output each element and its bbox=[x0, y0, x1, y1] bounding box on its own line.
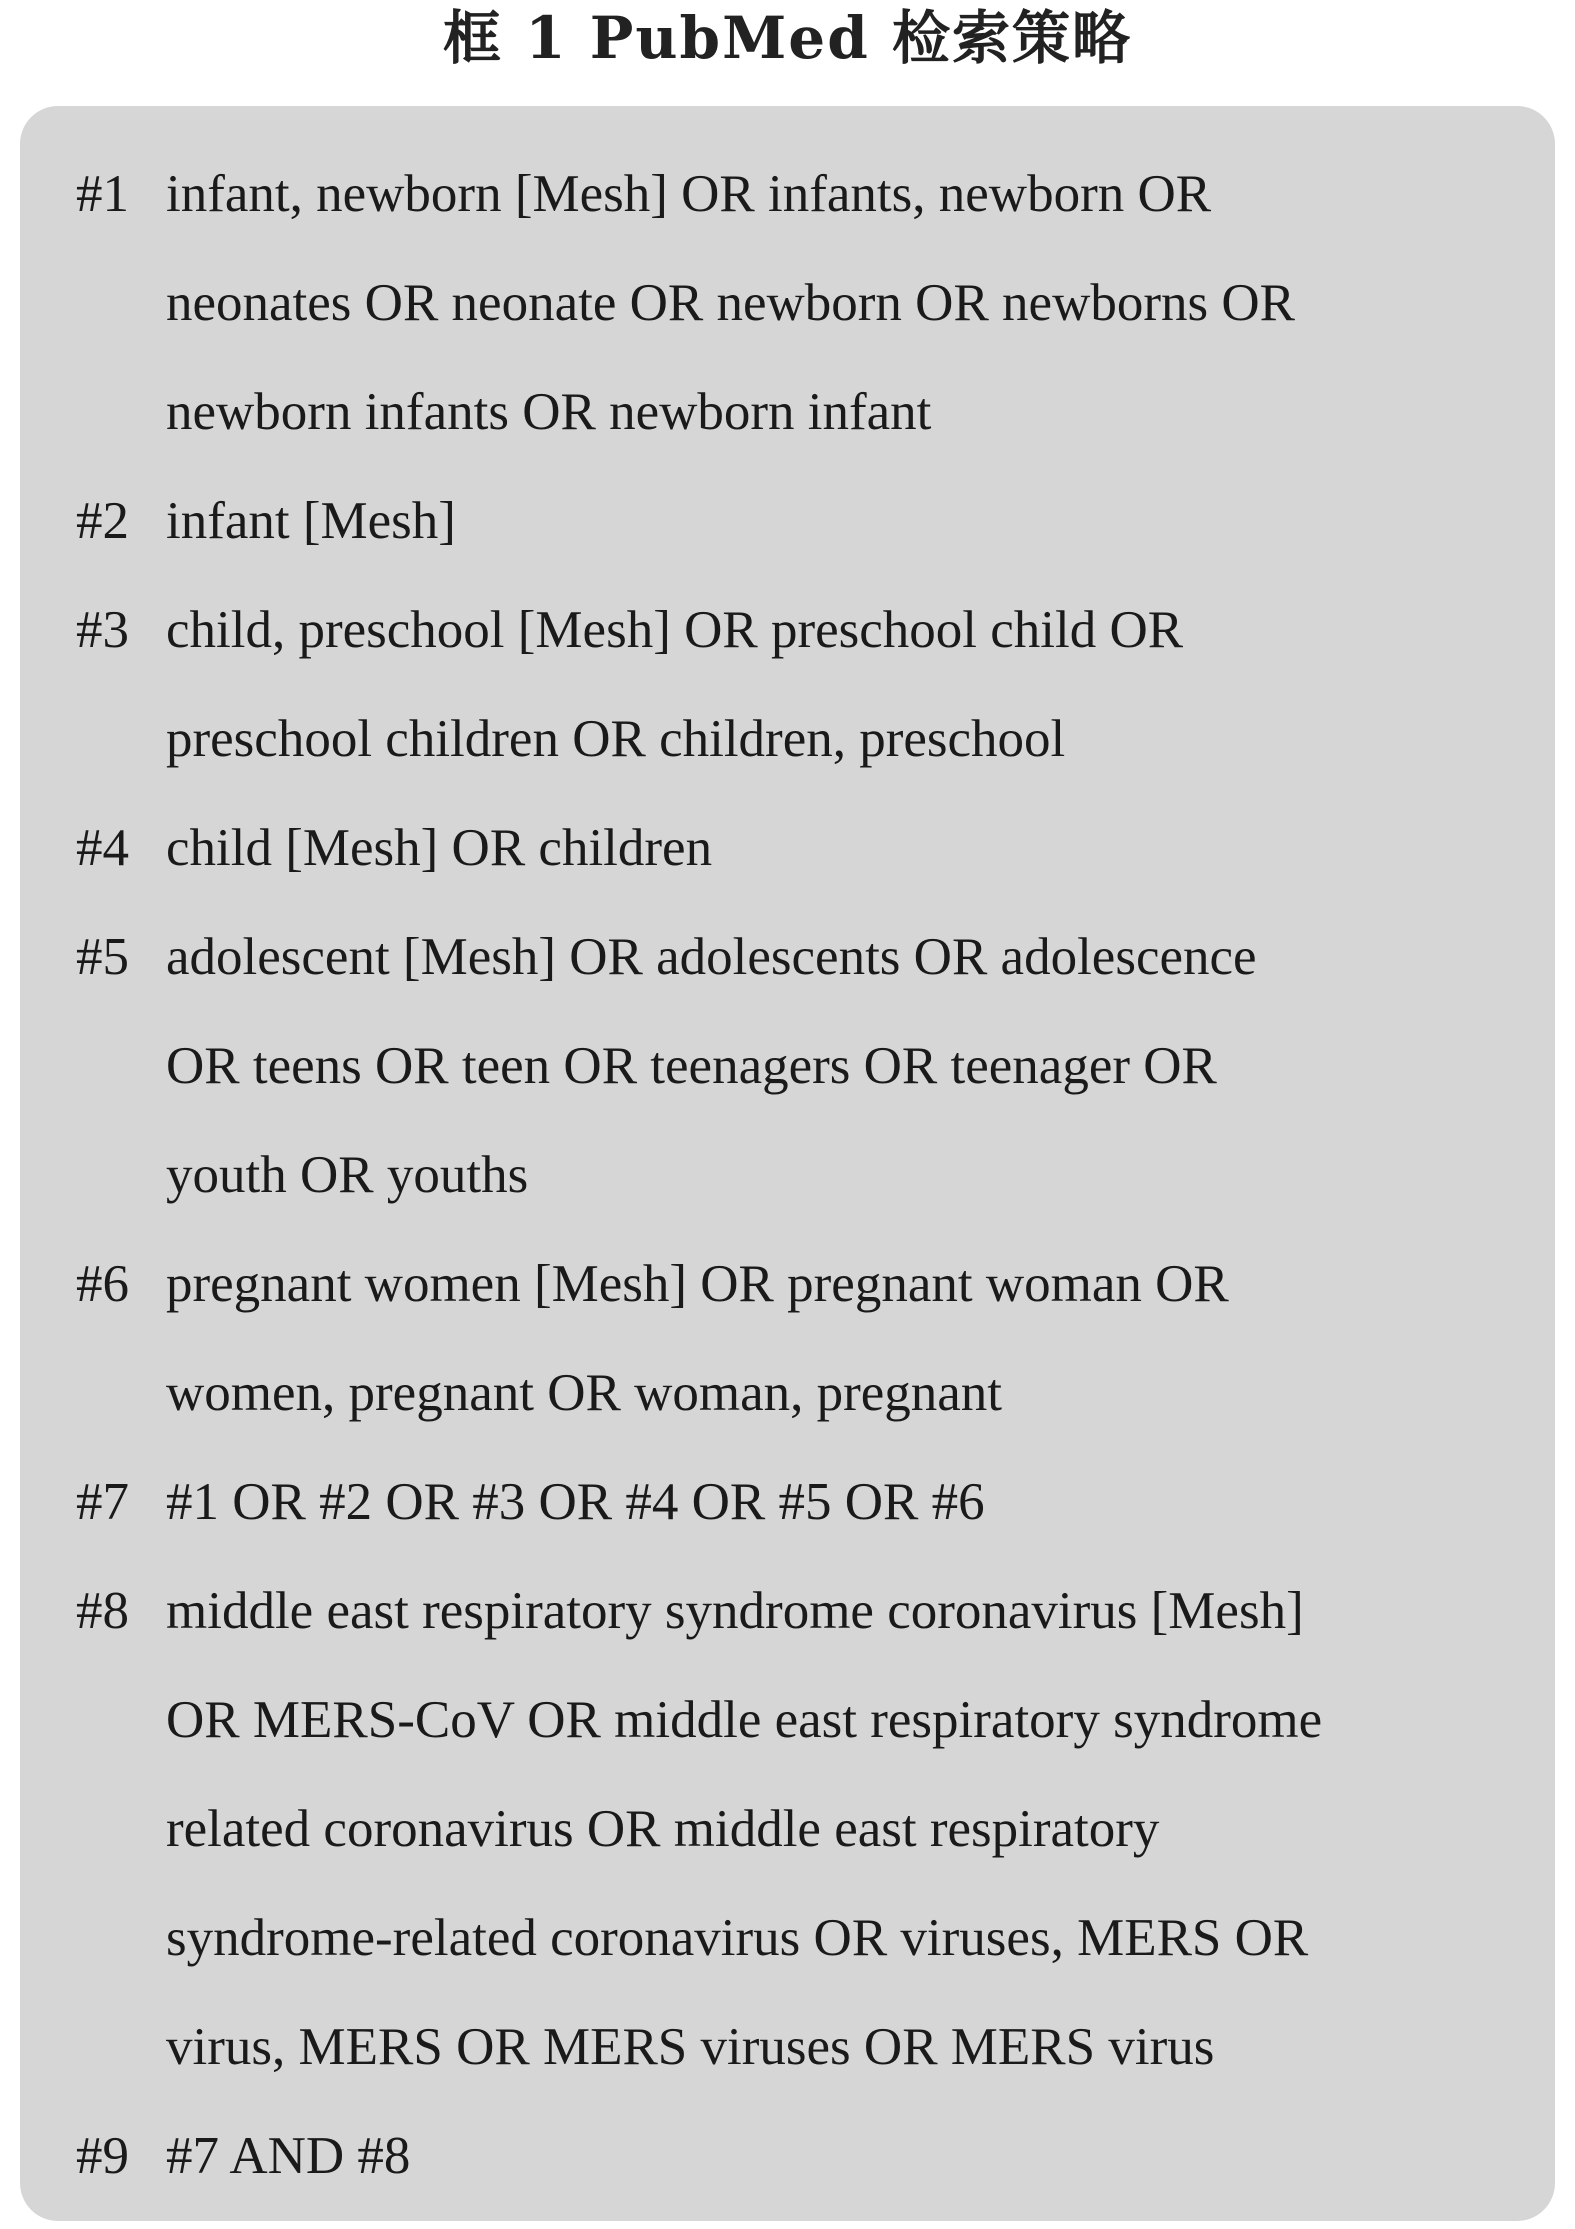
search-step-5 bbox=[76, 903, 1555, 1230]
step-query bbox=[166, 1557, 1506, 2102]
step-number: #7 bbox=[76, 1473, 129, 1531]
query-line: #1 OR #2 OR #3 OR #4 OR #5 OR #6 bbox=[166, 1473, 985, 1531]
step-number: #5 bbox=[76, 928, 129, 986]
search-step-8 bbox=[76, 1557, 1555, 2102]
step-number: #3 bbox=[76, 601, 129, 659]
step-number: #2 bbox=[76, 492, 129, 550]
box-title-name: PubMed bbox=[589, 4, 870, 72]
query-line: newborn infants OR newborn infant bbox=[166, 383, 932, 441]
box-title-space-1 bbox=[568, 4, 590, 72]
box-title-prefix: 框 1 bbox=[443, 4, 568, 72]
box-title-space-2 bbox=[870, 4, 892, 72]
query-line: preschool children OR children, preschool bbox=[166, 710, 1066, 768]
query-line: youth OR youths bbox=[166, 1146, 529, 1204]
search-step-3 bbox=[76, 576, 1555, 794]
step-query bbox=[166, 1448, 1506, 1557]
query-line: neonates OR neonate OR newborn OR newborns OR bbox=[166, 274, 1295, 332]
step-query bbox=[166, 576, 1506, 794]
query-line: women, pregnant OR woman, pregnant bbox=[166, 1364, 1003, 1422]
step-query bbox=[166, 903, 1506, 1230]
query-line: infant [Mesh] bbox=[166, 492, 456, 550]
search-step-6 bbox=[76, 1230, 1555, 1448]
step-query bbox=[166, 1230, 1506, 1448]
step-query bbox=[166, 140, 1506, 467]
step-query bbox=[166, 794, 1506, 903]
query-line: child, preschool [Mesh] OR preschool child OR bbox=[166, 601, 1184, 659]
search-step-7 bbox=[76, 1448, 1555, 1557]
query-line: virus, MERS OR MERS viruses OR MERS virus bbox=[166, 2018, 1215, 2076]
query-line: syndrome-related coronavirus OR viruses, MERS OR bbox=[166, 1909, 1309, 1967]
query-line: related coronavirus OR middle east respiratory bbox=[166, 1800, 1160, 1858]
step-number: #6 bbox=[76, 1255, 129, 1313]
step-number: #9 bbox=[76, 2127, 129, 2185]
box-title bbox=[0, 0, 1575, 80]
query-line: infant, newborn [Mesh] OR infants, newborn OR bbox=[166, 165, 1212, 223]
query-line: OR teens OR teen OR teenagers OR teenager OR bbox=[166, 1037, 1217, 1095]
step-query bbox=[166, 467, 1506, 576]
query-line: middle east respiratory syndrome coronavirus [Mesh] bbox=[166, 1582, 1304, 1640]
step-query bbox=[166, 2102, 1506, 2211]
query-line: OR MERS-CoV OR middle east respiratory syndrome bbox=[166, 1691, 1323, 1749]
search-strategy-panel bbox=[20, 106, 1555, 2221]
query-line: #7 AND #8 bbox=[166, 2127, 411, 2185]
step-number: #1 bbox=[76, 165, 129, 223]
query-line: child [Mesh] OR children bbox=[166, 819, 713, 877]
search-step-9 bbox=[76, 2102, 1555, 2211]
query-line: adolescent [Mesh] OR adolescents OR adolescence bbox=[166, 928, 1257, 986]
step-number: #8 bbox=[76, 1582, 129, 1640]
search-step-4 bbox=[76, 794, 1555, 903]
search-step-2 bbox=[76, 467, 1555, 576]
box-title-suffix: 检索策略 bbox=[891, 4, 1132, 72]
search-step-1 bbox=[76, 140, 1555, 467]
step-number: #4 bbox=[76, 819, 129, 877]
query-line: pregnant women [Mesh] OR pregnant woman OR bbox=[166, 1255, 1229, 1313]
